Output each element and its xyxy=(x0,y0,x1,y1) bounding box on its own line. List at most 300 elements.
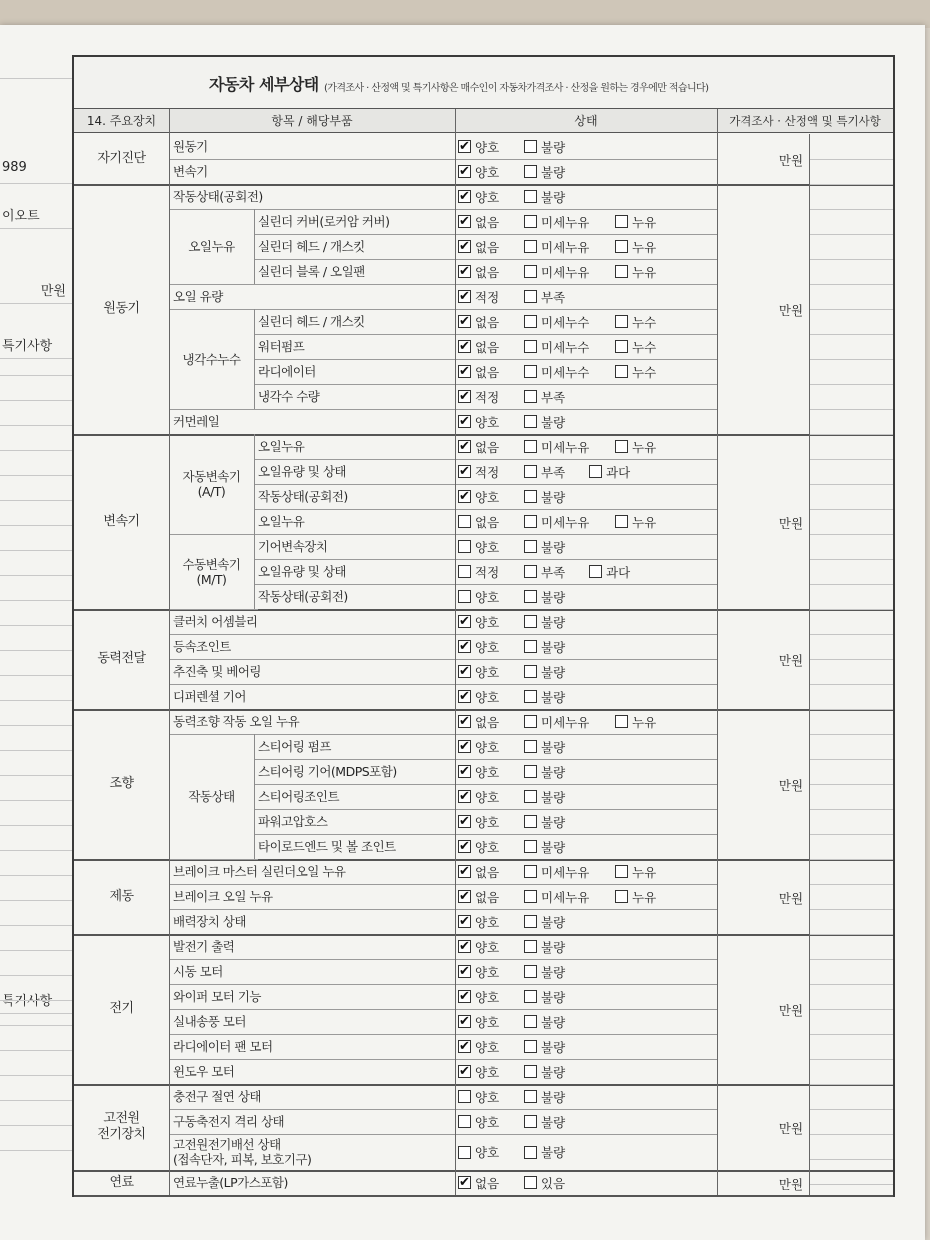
checked-box-icon[interactable]: ✔ xyxy=(459,989,470,1004)
left-strip-ruling xyxy=(0,400,72,401)
status-option[interactable] xyxy=(458,1144,499,1161)
checked-box-icon[interactable]: ✔ xyxy=(459,339,470,354)
checked-box-icon[interactable]: ✔ xyxy=(459,664,470,679)
category-label: 동력전달 xyxy=(97,651,146,666)
left-strip-text: 만원 xyxy=(0,280,72,304)
status-option[interactable] xyxy=(458,1174,499,1191)
checkbox-icon[interactable] xyxy=(615,240,628,253)
status-option-label: 없음 xyxy=(475,264,500,280)
left-strip-ruling xyxy=(0,600,72,601)
status-option[interactable] xyxy=(458,138,499,155)
status-option-label: 미세누유 xyxy=(541,239,590,255)
checked-box-icon[interactable]: ✔ xyxy=(459,889,470,904)
status-option[interactable] xyxy=(524,238,589,255)
status-option[interactable] xyxy=(458,388,499,405)
status-option-label: 양호 xyxy=(475,739,500,755)
status-option[interactable] xyxy=(589,463,630,480)
left-strip-ruling xyxy=(0,525,72,526)
status-option[interactable] xyxy=(615,313,656,330)
subgroup-divider xyxy=(254,734,255,859)
checkbox-icon[interactable] xyxy=(615,440,628,453)
status-option[interactable] xyxy=(458,463,499,480)
item-label: 스티어링조인트 xyxy=(258,789,340,804)
checked-box-icon[interactable]: ✔ xyxy=(459,739,470,754)
status-option-label: 불량 xyxy=(541,689,566,705)
left-strip-ruling xyxy=(0,950,72,951)
status-option[interactable] xyxy=(458,438,499,455)
form-title-note: (가격조사 · 산정액 및 특기사항은 매수인이 자동차가격조사 · 산정을 원하는 경우에만 적습니다) xyxy=(324,83,709,94)
checkbox-icon[interactable] xyxy=(458,540,471,553)
status-option[interactable] xyxy=(524,1038,565,1055)
status-option[interactable] xyxy=(458,763,499,780)
checkbox-icon[interactable] xyxy=(524,615,537,628)
status-option[interactable] xyxy=(458,1063,499,1080)
status-option[interactable] xyxy=(524,963,565,980)
item-label: 연료누출(LP가스포함) xyxy=(173,1175,288,1190)
status-option[interactable] xyxy=(615,238,656,255)
note-ruling xyxy=(810,284,893,285)
status-option[interactable] xyxy=(458,913,499,930)
status-cell xyxy=(458,284,718,309)
status-option[interactable] xyxy=(615,863,656,880)
checkbox-icon[interactable] xyxy=(615,340,628,353)
status-option-label: 부족 xyxy=(541,564,566,580)
status-cell xyxy=(458,759,718,784)
checkbox-icon[interactable] xyxy=(524,690,537,703)
checkbox-icon[interactable] xyxy=(615,265,628,278)
checkbox-icon[interactable] xyxy=(524,665,537,678)
status-option[interactable] xyxy=(524,188,565,205)
status-option[interactable] xyxy=(458,863,499,880)
status-cell xyxy=(458,234,718,259)
status-option[interactable] xyxy=(524,788,565,805)
checkbox-icon[interactable] xyxy=(615,890,628,903)
left-strip-ruling xyxy=(0,900,72,901)
note-ruling xyxy=(810,1109,893,1110)
left-strip-ruling xyxy=(0,1125,72,1126)
status-option[interactable] xyxy=(524,638,565,655)
checkbox-icon[interactable] xyxy=(524,190,537,203)
checkbox-icon[interactable] xyxy=(524,415,537,428)
item-label: 오일유량 및 상태 xyxy=(258,464,346,479)
category-label: 자기진단 xyxy=(97,151,146,166)
status-option[interactable] xyxy=(524,888,589,905)
checkbox-icon[interactable] xyxy=(524,1065,537,1078)
status-option[interactable] xyxy=(458,838,499,855)
status-option[interactable] xyxy=(589,563,630,580)
status-option[interactable] xyxy=(524,488,565,505)
status-option[interactable] xyxy=(524,863,589,880)
status-option[interactable] xyxy=(458,688,499,705)
checkbox-icon[interactable] xyxy=(458,565,471,578)
status-option-label: 적정 xyxy=(475,389,500,405)
status-option-label: 적정 xyxy=(475,289,500,305)
status-option[interactable] xyxy=(458,213,499,230)
checked-box-icon[interactable]: ✔ xyxy=(459,964,470,979)
status-option[interactable] xyxy=(524,1144,565,1161)
status-option[interactable] xyxy=(615,363,656,380)
status-option[interactable] xyxy=(524,1088,565,1105)
status-option-label: 부족 xyxy=(541,464,566,480)
status-option[interactable] xyxy=(524,213,589,230)
status-option[interactable] xyxy=(524,913,565,930)
status-option[interactable] xyxy=(458,888,499,905)
status-option[interactable] xyxy=(524,988,565,1005)
checkbox-icon[interactable] xyxy=(524,715,537,728)
status-option[interactable] xyxy=(615,263,656,280)
checkbox-icon[interactable] xyxy=(524,440,537,453)
status-option-label: 양호 xyxy=(475,939,500,955)
checked-box-icon[interactable]: ✔ xyxy=(459,789,470,804)
status-option[interactable] xyxy=(458,513,499,530)
status-option[interactable] xyxy=(458,313,499,330)
checked-box-icon[interactable]: ✔ xyxy=(459,464,470,479)
checkbox-icon[interactable] xyxy=(615,715,628,728)
checked-box-icon[interactable]: ✔ xyxy=(459,864,470,879)
status-option[interactable] xyxy=(458,338,499,355)
status-option[interactable] xyxy=(524,463,565,480)
status-option-label: 미세누수 xyxy=(541,314,590,330)
note-ruling xyxy=(810,1034,893,1035)
status-option[interactable] xyxy=(524,513,589,530)
checkbox-icon[interactable] xyxy=(524,815,537,828)
checkbox-icon[interactable] xyxy=(524,215,537,228)
checkbox-icon[interactable] xyxy=(524,315,537,328)
checked-box-icon[interactable]: ✔ xyxy=(459,1175,470,1190)
status-option[interactable] xyxy=(458,638,499,655)
status-option-label: 불량 xyxy=(541,489,566,505)
checkbox-icon[interactable] xyxy=(524,1176,537,1189)
item-label: 추진축 및 베어링 xyxy=(173,664,261,679)
checkbox-icon[interactable] xyxy=(524,640,537,653)
note-ruling xyxy=(810,434,893,435)
note-ruling xyxy=(810,934,893,935)
status-cell xyxy=(458,609,718,634)
left-strip-ruling xyxy=(0,625,72,626)
status-option-label: 양호 xyxy=(475,414,500,430)
status-option[interactable] xyxy=(524,763,565,780)
checkbox-icon[interactable] xyxy=(524,1015,537,1028)
checkbox-icon[interactable] xyxy=(524,965,537,978)
checkbox-icon[interactable] xyxy=(524,290,537,303)
status-option[interactable] xyxy=(524,538,565,555)
checkbox-icon[interactable] xyxy=(524,515,537,528)
checked-box-icon[interactable]: ✔ xyxy=(459,764,470,779)
status-option-label: 없음 xyxy=(475,714,500,730)
status-option-label: 부족 xyxy=(541,389,566,405)
item-label: 고전원전기배선 상태 (접속단자, 피복, 보호기구) xyxy=(173,1137,312,1167)
checked-box-icon[interactable]: ✔ xyxy=(459,439,470,454)
checkbox-icon[interactable] xyxy=(615,515,628,528)
status-option[interactable] xyxy=(458,663,499,680)
checkbox-icon[interactable] xyxy=(524,365,537,378)
status-option[interactable] xyxy=(524,1113,565,1130)
checkbox-icon[interactable] xyxy=(524,940,537,953)
status-option[interactable] xyxy=(458,613,499,630)
left-strip-ruling xyxy=(0,650,72,651)
status-option-label: 불량 xyxy=(541,964,566,980)
category-divider xyxy=(74,1084,893,1086)
status-cell xyxy=(458,459,718,484)
status-option[interactable] xyxy=(524,813,565,830)
checked-box-icon[interactable]: ✔ xyxy=(459,389,470,404)
status-option[interactable] xyxy=(458,363,499,380)
status-option-label: 누유 xyxy=(632,264,657,280)
item-label: 타이로드엔드 및 볼 조인트 xyxy=(258,839,396,854)
form-title: 자동차 세부상태 xyxy=(209,75,319,94)
checkbox-icon[interactable] xyxy=(524,740,537,753)
checkbox-icon[interactable] xyxy=(524,590,537,603)
checkbox-icon[interactable] xyxy=(524,890,537,903)
checked-box-icon[interactable]: ✔ xyxy=(459,689,470,704)
checked-box-icon[interactable]: ✔ xyxy=(459,214,470,229)
status-option-label: 미세누유 xyxy=(541,714,590,730)
status-option[interactable] xyxy=(458,988,499,1005)
checked-box-icon[interactable]: ✔ xyxy=(459,364,470,379)
status-option[interactable] xyxy=(524,613,565,630)
status-option-label: 불량 xyxy=(541,789,566,805)
item-label: 작동상태(공회전) xyxy=(173,189,263,204)
checked-box-icon[interactable]: ✔ xyxy=(459,1014,470,1029)
note-ruling xyxy=(810,834,893,835)
checkbox-icon[interactable] xyxy=(615,315,628,328)
checked-box-icon[interactable]: ✔ xyxy=(459,1039,470,1054)
checkbox-icon[interactable] xyxy=(615,865,628,878)
status-option[interactable] xyxy=(458,263,499,280)
checked-box-icon[interactable]: ✔ xyxy=(459,264,470,279)
checkbox-icon[interactable] xyxy=(524,490,537,503)
status-option[interactable] xyxy=(524,263,589,280)
status-option-label: 미세누유 xyxy=(541,889,590,905)
status-option[interactable] xyxy=(524,838,565,855)
status-option[interactable] xyxy=(524,363,589,380)
checkbox-icon[interactable] xyxy=(524,765,537,778)
checked-box-icon[interactable]: ✔ xyxy=(459,714,470,729)
subgroup-divider xyxy=(254,209,255,284)
status-option[interactable] xyxy=(524,438,589,455)
item-label: 실린더 블록 / 오일팬 xyxy=(258,264,365,279)
status-option-label: 적정 xyxy=(475,464,500,480)
status-option[interactable] xyxy=(524,163,565,180)
status-option-label: 양호 xyxy=(475,1014,500,1030)
status-option[interactable] xyxy=(458,238,499,255)
status-option[interactable] xyxy=(524,313,589,330)
checkbox-icon[interactable] xyxy=(524,915,537,928)
checked-box-icon[interactable]: ✔ xyxy=(459,139,470,154)
status-option-label: 불량 xyxy=(541,939,566,955)
checked-box-icon[interactable]: ✔ xyxy=(459,239,470,254)
status-option[interactable] xyxy=(524,688,565,705)
checked-box-icon[interactable]: ✔ xyxy=(459,164,470,179)
checked-box-icon[interactable]: ✔ xyxy=(459,814,470,829)
status-option[interactable] xyxy=(458,938,499,955)
item-label: 작동상태(공회전) xyxy=(258,489,348,504)
item-label: 변속기 xyxy=(173,164,208,179)
status-option[interactable] xyxy=(458,813,499,830)
status-option-label: 양호 xyxy=(475,489,500,505)
status-option[interactable] xyxy=(524,1063,565,1080)
checkbox-icon[interactable] xyxy=(458,1090,471,1103)
status-option-label: 불량 xyxy=(541,639,566,655)
status-option-label: 누유 xyxy=(632,439,657,455)
checkbox-icon[interactable] xyxy=(524,165,537,178)
note-ruling xyxy=(810,334,893,335)
status-option[interactable] xyxy=(458,288,499,305)
note-ruling xyxy=(810,409,893,410)
status-option[interactable] xyxy=(524,413,565,430)
checkbox-icon[interactable] xyxy=(524,540,537,553)
note-ruling xyxy=(810,784,893,785)
status-option-label: 없음 xyxy=(475,864,500,880)
status-option[interactable] xyxy=(524,1013,565,1030)
item-label: 냉각수 수량 xyxy=(258,389,320,404)
status-option[interactable] xyxy=(524,938,565,955)
status-option-label: 없음 xyxy=(475,239,500,255)
status-option-label: 양호 xyxy=(475,764,500,780)
checkbox-icon[interactable] xyxy=(524,140,537,153)
category-label: 원동기 xyxy=(103,301,140,316)
checkbox-icon[interactable] xyxy=(524,565,537,578)
item-label: 동력조향 작동 오일 누유 xyxy=(173,714,300,729)
checkbox-icon[interactable] xyxy=(458,590,471,603)
status-option[interactable] xyxy=(615,888,656,905)
left-strip-ruling xyxy=(0,825,72,826)
note-ruling xyxy=(810,859,893,860)
checkbox-icon[interactable] xyxy=(615,365,628,378)
checkbox-icon[interactable] xyxy=(524,990,537,1003)
status-option[interactable] xyxy=(524,138,565,155)
status-option[interactable] xyxy=(615,713,656,730)
status-option[interactable] xyxy=(458,788,499,805)
subgroup-label: 냉각수누수 xyxy=(182,351,241,367)
subgroup-label: 오일누유 xyxy=(188,239,235,254)
left-strip-ruling xyxy=(0,675,72,676)
item-label: 와이퍼 모터 기능 xyxy=(173,989,261,1004)
checked-box-icon[interactable]: ✔ xyxy=(459,1064,470,1079)
status-option[interactable] xyxy=(458,163,499,180)
checkbox-icon[interactable] xyxy=(589,465,602,478)
status-option[interactable] xyxy=(615,513,656,530)
checkbox-icon[interactable] xyxy=(524,1090,537,1103)
checkbox-icon[interactable] xyxy=(458,1115,471,1128)
checked-box-icon[interactable]: ✔ xyxy=(459,189,470,204)
status-option[interactable] xyxy=(458,963,499,980)
checkbox-icon[interactable] xyxy=(524,840,537,853)
item-label: 라디에이터 xyxy=(258,364,316,379)
left-strip-ruling xyxy=(0,975,72,976)
checked-box-icon[interactable]: ✔ xyxy=(459,314,470,329)
status-option-label: 양호 xyxy=(475,814,500,830)
checkbox-icon[interactable] xyxy=(524,465,537,478)
status-option[interactable] xyxy=(458,563,499,580)
status-option[interactable] xyxy=(458,1038,499,1055)
status-option-label: 양호 xyxy=(475,1064,500,1080)
status-cell xyxy=(458,584,718,609)
status-option-label: 양호 xyxy=(475,964,500,980)
checked-box-icon[interactable]: ✔ xyxy=(459,839,470,854)
checkbox-icon[interactable] xyxy=(524,1146,537,1159)
note-ruling xyxy=(810,534,893,535)
checkbox-icon[interactable] xyxy=(458,1146,471,1159)
checkbox-icon[interactable] xyxy=(524,865,537,878)
status-option-label: 양호 xyxy=(475,164,500,180)
checked-box-icon[interactable]: ✔ xyxy=(459,914,470,929)
checkbox-icon[interactable] xyxy=(458,515,471,528)
status-option[interactable] xyxy=(458,488,499,505)
price-unit-label: 만원 xyxy=(778,1121,804,1136)
status-option[interactable] xyxy=(458,588,499,605)
status-cell xyxy=(458,159,718,184)
item-label: 오일누유 xyxy=(258,439,305,454)
checkbox-icon[interactable] xyxy=(524,340,537,353)
status-cell xyxy=(458,859,718,884)
status-option[interactable] xyxy=(615,338,656,355)
status-option[interactable] xyxy=(524,713,589,730)
status-option[interactable] xyxy=(524,738,565,755)
checked-box-icon[interactable]: ✔ xyxy=(459,939,470,954)
checked-box-icon[interactable]: ✔ xyxy=(459,289,470,304)
checkbox-icon[interactable] xyxy=(524,790,537,803)
left-strip-ruling xyxy=(0,450,72,451)
left-strip-text: 특기사항 xyxy=(0,335,72,359)
form-title-bar xyxy=(74,57,893,109)
price-unit-label: 만원 xyxy=(778,1176,804,1192)
status-cell xyxy=(458,309,718,334)
status-option[interactable] xyxy=(524,588,565,605)
status-option-label: 과다 xyxy=(606,464,631,480)
subgroup-divider xyxy=(254,434,255,534)
status-option[interactable] xyxy=(615,213,656,230)
item-label: 실린더 헤드 / 개스킷 xyxy=(258,239,365,254)
status-option-label: 불량 xyxy=(541,189,566,205)
status-option-label: 없음 xyxy=(475,514,500,530)
status-option-label: 미세누유 xyxy=(541,214,590,230)
status-option-label: 불량 xyxy=(541,139,566,155)
status-option[interactable] xyxy=(524,1174,565,1191)
item-label: 원동기 xyxy=(173,139,208,154)
item-label: 스티어링 기어(MDPS포함) xyxy=(258,764,397,779)
status-option[interactable] xyxy=(458,1113,499,1130)
status-option[interactable] xyxy=(458,188,499,205)
status-option-label: 없음 xyxy=(475,214,500,230)
status-option[interactable] xyxy=(524,288,565,305)
checked-box-icon[interactable]: ✔ xyxy=(459,489,470,504)
device-column-divider xyxy=(169,109,170,1195)
checked-box-icon[interactable]: ✔ xyxy=(459,614,470,629)
status-option[interactable] xyxy=(458,413,499,430)
checkbox-icon[interactable] xyxy=(524,265,537,278)
checked-box-icon[interactable]: ✔ xyxy=(459,639,470,654)
checkbox-icon[interactable] xyxy=(524,240,537,253)
status-option[interactable] xyxy=(615,438,656,455)
checkbox-icon[interactable] xyxy=(589,565,602,578)
status-option[interactable] xyxy=(524,338,589,355)
status-option[interactable] xyxy=(458,1088,499,1105)
checked-box-icon[interactable]: ✔ xyxy=(459,414,470,429)
status-option-label: 불량 xyxy=(541,1145,566,1160)
checkbox-icon[interactable] xyxy=(524,390,537,403)
status-option[interactable] xyxy=(524,663,565,680)
checkbox-icon[interactable] xyxy=(524,1040,537,1053)
status-option[interactable] xyxy=(458,538,499,555)
status-option[interactable] xyxy=(524,563,565,580)
status-option[interactable] xyxy=(524,388,565,405)
checkbox-icon[interactable] xyxy=(524,1115,537,1128)
status-option[interactable] xyxy=(458,713,499,730)
status-option[interactable] xyxy=(458,738,499,755)
checkbox-icon[interactable] xyxy=(615,215,628,228)
status-option[interactable] xyxy=(458,1013,499,1030)
